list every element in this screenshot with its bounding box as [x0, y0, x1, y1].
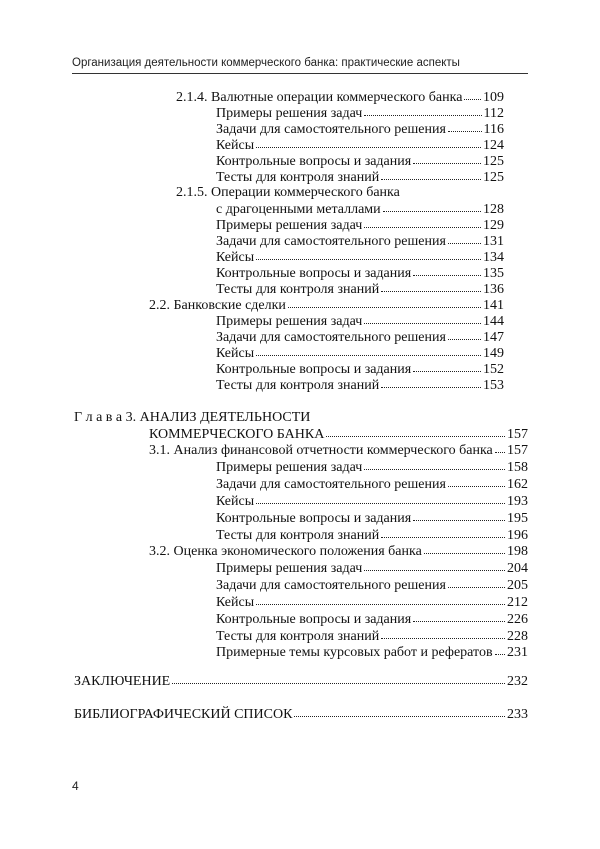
dot-leader — [413, 360, 481, 372]
toc-entry-title: Примеры решения задач — [216, 106, 363, 121]
toc-entry-title: 2.2. Банковские сделки — [149, 298, 286, 313]
toc-entry-title: Кейсы — [216, 138, 255, 153]
toc-entry-title: 3.1. Анализ финансовой отчетности коммерческого банка — [149, 443, 493, 458]
toc-entry-title: БИБЛИОГРАФИЧЕСКИЙ СПИСОК — [74, 707, 293, 722]
dot-leader — [495, 441, 505, 453]
dot-leader — [294, 705, 505, 717]
toc-entry-page: 125 — [483, 170, 504, 185]
toc-entry-page: 134 — [483, 250, 504, 265]
toc-entry-title-line: 2.1.5. Операции коммерческого банка — [176, 185, 400, 200]
toc-entry-title: с драгоценными металлами — [216, 202, 381, 217]
toc-entry — [74, 673, 528, 690]
dot-leader — [326, 425, 505, 437]
toc-entry-title: Тесты для контроля знаний — [216, 629, 380, 644]
toc-entry-page: 129 — [483, 218, 504, 233]
toc-entry-page: 128 — [483, 202, 504, 217]
toc-entry-title: Кейсы — [216, 250, 255, 265]
toc-entry-page: 233 — [507, 707, 528, 722]
toc-entry-page: 198 — [507, 544, 528, 559]
toc-entry-title: Тесты для контроля знаний — [216, 170, 380, 185]
toc-entry-title: Контрольные вопросы и задания — [216, 511, 412, 526]
toc-entry — [216, 594, 528, 611]
toc-entry-page: 231 — [507, 645, 528, 660]
chapter-heading: Г л а в а 3. АНАЛИЗ ДЕЯТЕЛЬНОСТИ — [74, 410, 311, 425]
dot-leader — [464, 88, 481, 100]
toc-entry-title: Примеры решения задач — [216, 561, 363, 576]
dot-leader — [172, 672, 505, 684]
toc-entry-page: 204 — [507, 561, 528, 576]
dot-leader — [381, 526, 505, 538]
toc-entry-title: Контрольные вопросы и задания — [216, 154, 412, 169]
dot-leader — [383, 200, 481, 212]
dot-leader — [288, 296, 481, 308]
toc-entry-page: 109 — [483, 90, 504, 105]
dot-leader — [256, 136, 481, 148]
toc-entry-page: 232 — [507, 674, 528, 689]
toc-entry-page: 162 — [507, 477, 528, 492]
dot-leader — [381, 168, 481, 180]
toc-entry — [149, 442, 528, 459]
toc-entry — [216, 493, 528, 510]
toc-entry-page: 195 — [507, 511, 528, 526]
toc-entry-page: 157 — [507, 443, 528, 458]
toc-entry-title: 2.1.4. Валютные операции коммерческого банка — [176, 90, 463, 105]
toc-entry-page: 212 — [507, 595, 528, 610]
toc-entry-title: Примеры решения задач — [216, 460, 363, 475]
dot-leader — [413, 152, 481, 164]
toc-entry-page: 124 — [483, 138, 504, 153]
toc-entry-page: 226 — [507, 612, 528, 627]
toc-entry — [216, 577, 528, 594]
toc-entry-page: 152 — [483, 362, 504, 377]
dot-leader — [364, 559, 505, 571]
dot-leader — [448, 475, 505, 487]
toc-entry — [216, 377, 504, 394]
toc-entry-page: 205 — [507, 578, 528, 593]
toc-entry-page: 157 — [507, 427, 528, 442]
toc-entry-title: КОММЕРЧЕСКОГО БАНКА — [149, 427, 325, 442]
toc-entry — [216, 560, 528, 577]
toc-entry-title: Задачи для самостоятельного решения — [216, 477, 446, 492]
toc-entry-title: Кейсы — [216, 595, 255, 610]
dot-leader — [364, 216, 481, 228]
toc-entry-title: Примеры решения задач — [216, 218, 363, 233]
toc-entry-title: ЗАКЛЮЧЕНИЕ — [74, 674, 171, 689]
dot-leader — [381, 627, 505, 639]
toc-entry — [216, 169, 504, 186]
dot-leader — [256, 492, 505, 504]
dot-leader — [424, 542, 505, 554]
dot-leader — [413, 509, 505, 521]
toc-entry-title: Задачи для самостоятельного решения — [216, 122, 446, 137]
dot-leader — [413, 264, 481, 276]
dot-leader — [364, 312, 481, 324]
toc-entry-page: 228 — [507, 629, 528, 644]
toc-entry-page: 193 — [507, 494, 528, 509]
toc-entry-page: 112 — [483, 106, 504, 121]
toc-entry-page: 153 — [483, 378, 504, 393]
dot-leader — [256, 344, 481, 356]
toc-entry-page: 144 — [483, 314, 504, 329]
toc-entry-title: 3.2. Оценка экономического положения банка — [149, 544, 422, 559]
dot-leader — [381, 280, 481, 292]
toc-entry-page: 141 — [483, 298, 504, 313]
dot-leader — [448, 328, 481, 340]
toc-entry-page: 131 — [483, 234, 504, 249]
toc-entry — [216, 459, 528, 476]
toc-entry-title: Задачи для самостоятельного решения — [216, 578, 446, 593]
dot-leader — [448, 576, 505, 588]
toc-entry-title: Задачи для самостоятельного решения — [216, 330, 446, 345]
dot-leader — [364, 104, 481, 116]
toc-entry-title: Тесты для контроля знаний — [216, 378, 380, 393]
toc-entry-page: 136 — [483, 282, 504, 297]
dot-leader — [448, 232, 481, 244]
dot-leader — [448, 120, 482, 132]
toc-entry — [216, 628, 528, 645]
toc-entry-title: Тесты для контроля знаний — [216, 282, 380, 297]
toc-entry-page: 135 — [483, 266, 504, 281]
toc-entry-title: Примерные темы курсовых работ и рефератов — [216, 645, 493, 660]
dot-leader — [413, 610, 505, 622]
toc-entry-page: 147 — [483, 330, 504, 345]
toc-entry-title: Кейсы — [216, 346, 255, 361]
toc-entry-page: 116 — [483, 122, 504, 137]
toc-entry-title: Контрольные вопросы и задания — [216, 362, 412, 377]
toc-entry — [216, 476, 528, 493]
toc-entry — [216, 644, 528, 661]
running-header: Организация деятельности коммерческого банка: практические аспекты — [72, 57, 460, 69]
toc-entry-page: 158 — [507, 460, 528, 475]
dot-leader — [364, 458, 505, 470]
dot-leader — [256, 593, 505, 605]
toc-entry-page: 149 — [483, 346, 504, 361]
toc-entry — [149, 426, 528, 443]
toc-entry-title: Тесты для контроля знаний — [216, 528, 380, 543]
toc-entry-title: Контрольные вопросы и задания — [216, 612, 412, 627]
toc-entry — [216, 510, 528, 527]
dot-leader — [495, 643, 505, 655]
toc-entry-title: Задачи для самостоятельного решения — [216, 234, 446, 249]
toc-entry-page: 125 — [483, 154, 504, 169]
toc-entry — [74, 706, 528, 723]
toc-entry-title: Примеры решения задач — [216, 314, 363, 329]
dot-leader — [256, 248, 481, 260]
dot-leader — [381, 376, 481, 388]
page-number: 4 — [72, 779, 79, 793]
toc-entry-title: Кейсы — [216, 494, 255, 509]
toc-entry — [216, 611, 528, 628]
toc-entry-page: 196 — [507, 528, 528, 543]
toc-entry — [149, 543, 528, 560]
toc-entry-title: Контрольные вопросы и задания — [216, 266, 412, 281]
